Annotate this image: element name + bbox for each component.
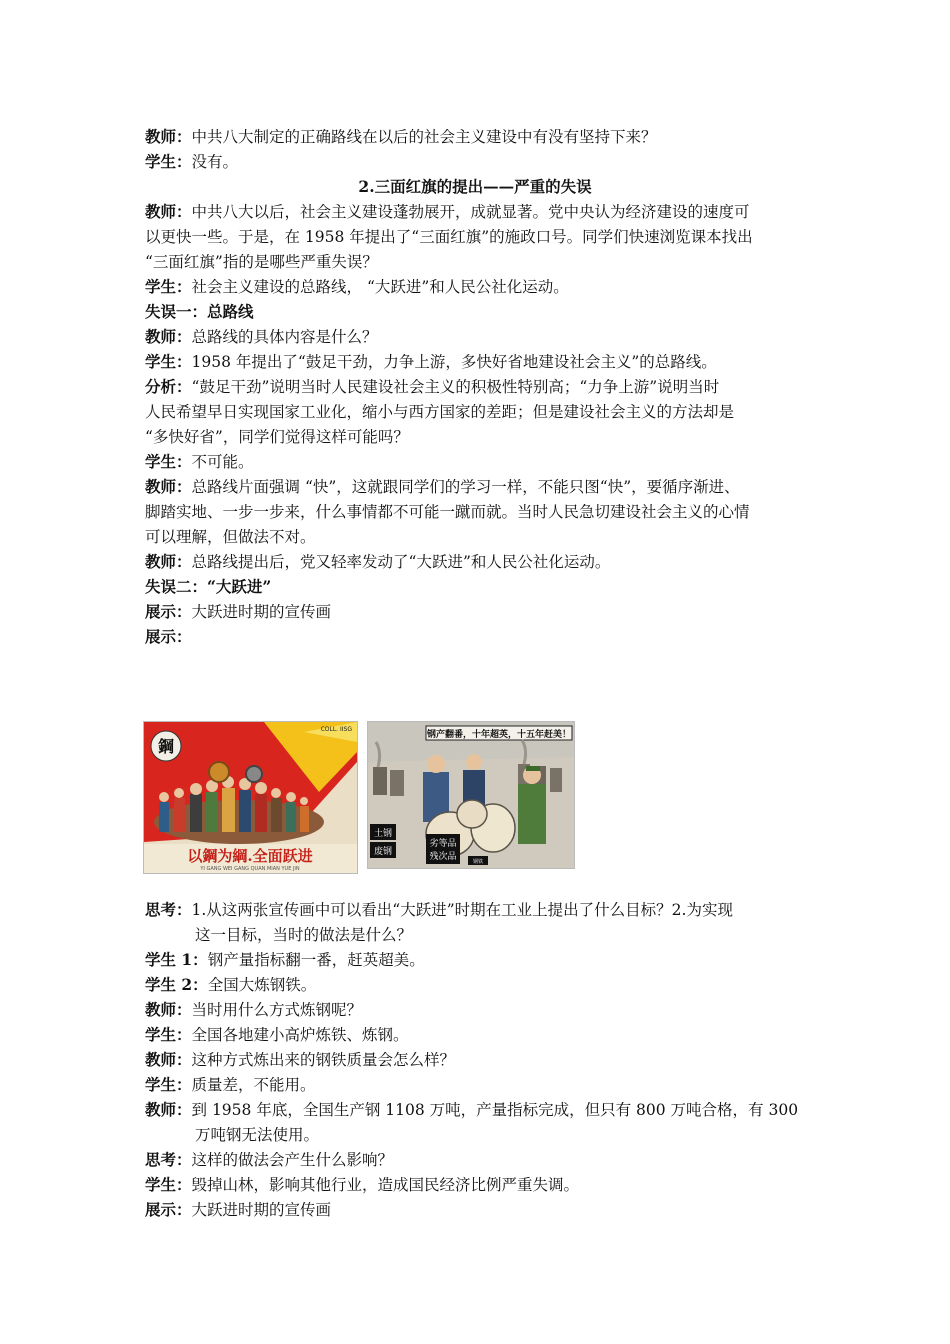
line-text: 这种方式炼出来的钢铁质量会怎么样？: [191, 1051, 456, 1069]
line-text: 当时用什么方式炼钢呢？: [191, 1001, 363, 1019]
line-continuation: 这一目标，当时的做法是什么？: [195, 926, 413, 944]
line-text: 到 1958 年底，全国生产钢 1108 万吨，产量指标完成，但只有 800 万吨合格，有 300: [191, 1101, 799, 1119]
speaker-label: 教师：: [145, 552, 192, 571]
speaker-label: 学生 1：: [145, 950, 208, 969]
line-continuation: 脚踏实地、一步一步来，什么事情都不可能一蹴而就。当时人民急切建设社会主义的心情: [145, 503, 750, 521]
dialog-line: [145, 1175, 825, 1195]
line-continuation: 可以理解，但做法不对。: [145, 528, 316, 546]
line-text: 全国大炼钢铁。: [207, 976, 317, 994]
dialog-line: [145, 1200, 825, 1220]
dialog-line: [145, 900, 825, 920]
speaker-label: 思考：: [145, 1150, 192, 1169]
dialog-line: [145, 602, 825, 622]
dialog-line: [145, 152, 825, 172]
line-text: 社会主义建设的总路线， “大跃进”和人民公社化运动。: [191, 278, 569, 296]
dialog-line: [145, 127, 825, 147]
dialog-line: [145, 1075, 825, 1095]
line-text: 这样的做法会产生什么影响？: [191, 1151, 394, 1169]
dialog-line: [145, 627, 825, 647]
dialog-line: [145, 1050, 825, 1070]
speaker-label: 学生：: [145, 452, 192, 471]
speaker-label: 学生：: [145, 1075, 192, 1094]
speaker-label: 学生：: [145, 152, 192, 171]
poster-steel-output-illustration: [368, 722, 574, 868]
line-text: 1958 年提出了“鼓足干劲，力争上游，多快好省地建设社会主义”的总路线。: [191, 353, 717, 371]
speaker-label: 学生：: [145, 1025, 192, 1044]
poster-collection-mark: COLL. IISG: [320, 726, 352, 733]
line-text: 质量差，不能用。: [191, 1076, 316, 1094]
label-inferior: 劣等品: [429, 839, 457, 849]
line-text: 大跃进时期的宣传画: [191, 1201, 332, 1219]
poster-steel-illustration: [144, 722, 357, 873]
line-continuation: 以更快一些。于是，在 1958 年提出了“三面红旗”的施政口号。同学们快速浏览课本找出: [145, 228, 753, 246]
speaker-label: 思考：: [145, 900, 192, 919]
section-heading: 2.三面红旗的提出——严重的失误: [358, 177, 592, 196]
line-text: 总路线片面强调 “快”，这就跟同学们的学习一样，不能只图“快”，要循序渐进、: [191, 478, 740, 496]
label-scrap-steel: 废钢: [373, 847, 393, 857]
dialog-line: [145, 975, 825, 995]
line-text: 没有。: [191, 153, 239, 171]
line-text: 毁掉山林，影响其他行业，造成国民经济比例严重失调。: [191, 1176, 580, 1194]
speaker-label: 教师：: [145, 1100, 192, 1119]
line-text: 总路线提出后，党又轻率发动了“大跃进”和人民公社化运动。: [191, 553, 611, 571]
speaker-label: 教师：: [145, 202, 192, 221]
poster-pinyin: YI GANG WEI GANG QUAN MIAN YUE JIN: [200, 866, 300, 872]
line-text: 不可能。: [191, 453, 254, 471]
speaker-label: 展示：: [145, 1200, 192, 1219]
dialog-line: [145, 1150, 825, 1170]
poster-banner: 钢产翻番，十年超英，十五年赶美！: [426, 730, 572, 740]
line-text: 中共八大以后，社会主义建设蓬勃展开，成就显著。党中央认为经济建设的速度可: [191, 203, 750, 221]
speaker-label: 展示：: [145, 602, 192, 621]
speaker-label: 学生：: [145, 1175, 192, 1194]
dialog-line: [145, 327, 825, 347]
line-text: 大跃进时期的宣传画: [191, 603, 332, 621]
speaker-label: 教师：: [145, 327, 192, 346]
speaker-label: 学生：: [145, 277, 192, 296]
subheading: 失误二：“大跃进”: [145, 577, 272, 596]
dialog-line: [145, 277, 825, 297]
line-text: 钢产量指标翻一番，赶英超美。: [207, 951, 425, 969]
label-defective: 残次品: [429, 852, 457, 862]
speaker-label: 教师：: [145, 127, 192, 146]
line-text: 总路线的具体内容是什么？: [191, 328, 378, 346]
propaganda-poster-steel: [143, 721, 358, 874]
dialog-line: [145, 452, 825, 472]
dialog-line: [145, 377, 825, 397]
dialog-line: [145, 1000, 825, 1020]
dialog-line: [145, 950, 825, 970]
line-continuation: “三面红旗”指的是哪些严重失误？: [145, 253, 378, 271]
dialog-line: [145, 352, 825, 372]
line-text: 1.从这两张宣传画中可以看出“大跃进”时期在工业上提出了什么目标？2.为实现: [191, 901, 733, 919]
line-continuation: 人民希望早日实现国家工业化，缩小与西方国家的差距；但是建设社会主义的方法却是: [145, 403, 735, 421]
propaganda-poster-steel-output: [367, 721, 575, 869]
dialog-line: [145, 477, 825, 497]
dialog-line: [145, 1100, 825, 1120]
speaker-label: 教师：: [145, 1050, 192, 1069]
dialog-line: [145, 552, 825, 572]
speaker-label: 学生 2：: [145, 975, 208, 994]
speaker-label: 教师：: [145, 477, 192, 496]
line-text: 全国各地建小高炉炼铁、炼钢。: [191, 1026, 409, 1044]
speaker-label: 学生：: [145, 352, 192, 371]
line-continuation: 万吨钢无法使用。: [195, 1126, 320, 1144]
subheading: 失误一：总路线: [145, 302, 254, 321]
dialog-line: [145, 1025, 825, 1045]
speaker-label: 分析：: [145, 377, 192, 396]
line-continuation: “多快好省”，同学们觉得这样可能吗？: [145, 428, 409, 446]
poster-steel-char: 鋼: [157, 737, 175, 756]
speaker-label: 教师：: [145, 1000, 192, 1019]
dialog-line: [145, 202, 825, 222]
label-steel-iron: 钢铁: [472, 859, 484, 865]
speaker-label: 展示：: [145, 627, 192, 646]
label-native-steel: 土钢: [373, 829, 393, 839]
line-text: 中共八大制定的正确路线在以后的社会主义建设中有没有坚持下来？: [191, 128, 657, 146]
poster-slogan: 以鋼为綱.全面跃进: [187, 847, 313, 865]
line-text: “鼓足干劲”说明当时人民建设社会主义的积极性特别高；“力争上游”说明当时: [191, 378, 720, 396]
